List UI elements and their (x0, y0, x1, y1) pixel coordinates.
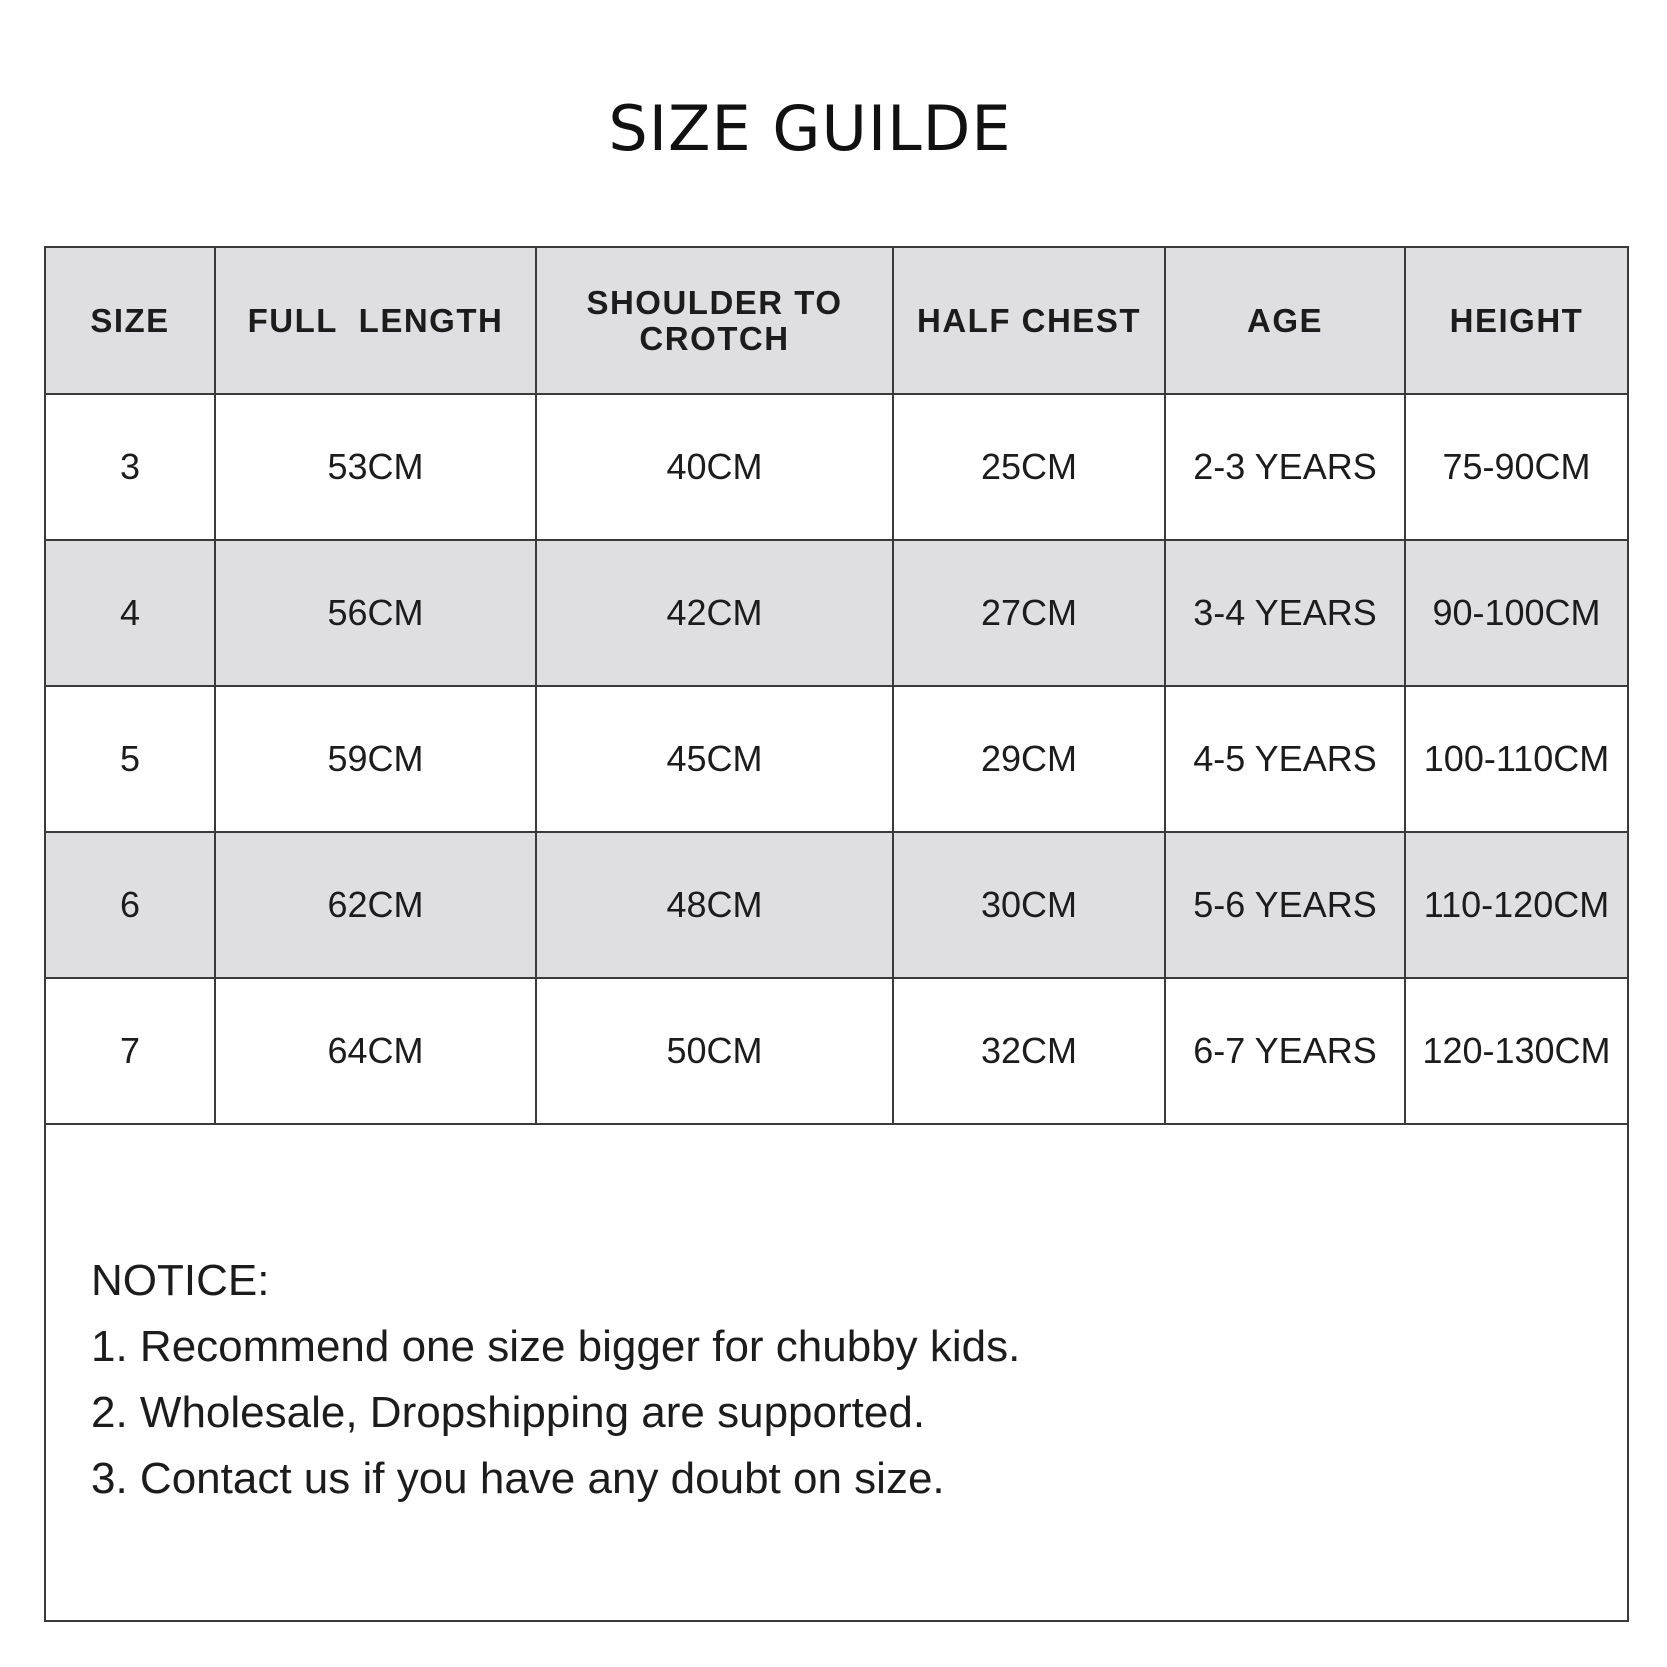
cell-age: 3-4 YEARS (1165, 540, 1405, 686)
cell-size: 7 (46, 978, 215, 1124)
cell-age: 4-5 YEARS (1165, 686, 1405, 832)
notice-section (91, 1248, 1020, 1512)
cell-age: 5-6 YEARS (1165, 832, 1405, 978)
column-header-age: AGE (1165, 248, 1405, 394)
cell-size: 3 (46, 394, 215, 540)
notice-item: 3. Contact us if you have any doubt on size. (91, 1454, 945, 1503)
column-header-size: SIZE (46, 248, 215, 394)
page-title: SIZE GUILDE (608, 92, 1012, 165)
cell-half-chest: 27CM (893, 540, 1165, 686)
table-row (46, 978, 1627, 1124)
column-header-height: HEIGHT (1405, 248, 1627, 394)
cell-height: 75-90CM (1405, 394, 1627, 540)
column-header-shoulder-to-crotch: SHOULDER TO CROTCH (536, 248, 893, 394)
cell-shoulder-to-crotch: 48CM (536, 832, 893, 978)
cell-age: 6-7 YEARS (1165, 978, 1405, 1124)
cell-full-length: 53CM (215, 394, 536, 540)
cell-size: 4 (46, 540, 215, 686)
table-row (46, 394, 1627, 540)
cell-age: 2-3 YEARS (1165, 394, 1405, 540)
cell-height: 100-110CM (1405, 686, 1627, 832)
cell-half-chest: 32CM (893, 978, 1165, 1124)
cell-height: 120-130CM (1405, 978, 1627, 1124)
cell-shoulder-to-crotch: 45CM (536, 686, 893, 832)
cell-size: 6 (46, 832, 215, 978)
size-chart-frame (44, 246, 1629, 1622)
cell-height: 90-100CM (1405, 540, 1627, 686)
cell-shoulder-to-crotch: 42CM (536, 540, 893, 686)
table-header-row (46, 248, 1627, 394)
notice-item: 2. Wholesale, Dropshipping are supported. (91, 1388, 926, 1437)
cell-shoulder-to-crotch: 40CM (536, 394, 893, 540)
cell-full-length: 59CM (215, 686, 536, 832)
notice-item: 1. Recommend one size bigger for chubby kids. (91, 1322, 1021, 1371)
table-row (46, 540, 1627, 686)
cell-full-length: 56CM (215, 540, 536, 686)
table-row (46, 686, 1627, 832)
column-header-half-chest: HALF CHEST (893, 248, 1165, 394)
cell-shoulder-to-crotch: 50CM (536, 978, 893, 1124)
table-row (46, 832, 1627, 978)
cell-height: 110-120CM (1405, 832, 1627, 978)
column-header-full-length: FULL LENGTH (215, 248, 536, 394)
cell-full-length: 64CM (215, 978, 536, 1124)
cell-half-chest: 25CM (893, 394, 1165, 540)
notice-heading: NOTICE: (91, 1256, 270, 1305)
size-table (46, 248, 1627, 1125)
cell-full-length: 62CM (215, 832, 536, 978)
cell-half-chest: 30CM (893, 832, 1165, 978)
cell-half-chest: 29CM (893, 686, 1165, 832)
cell-size: 5 (46, 686, 215, 832)
